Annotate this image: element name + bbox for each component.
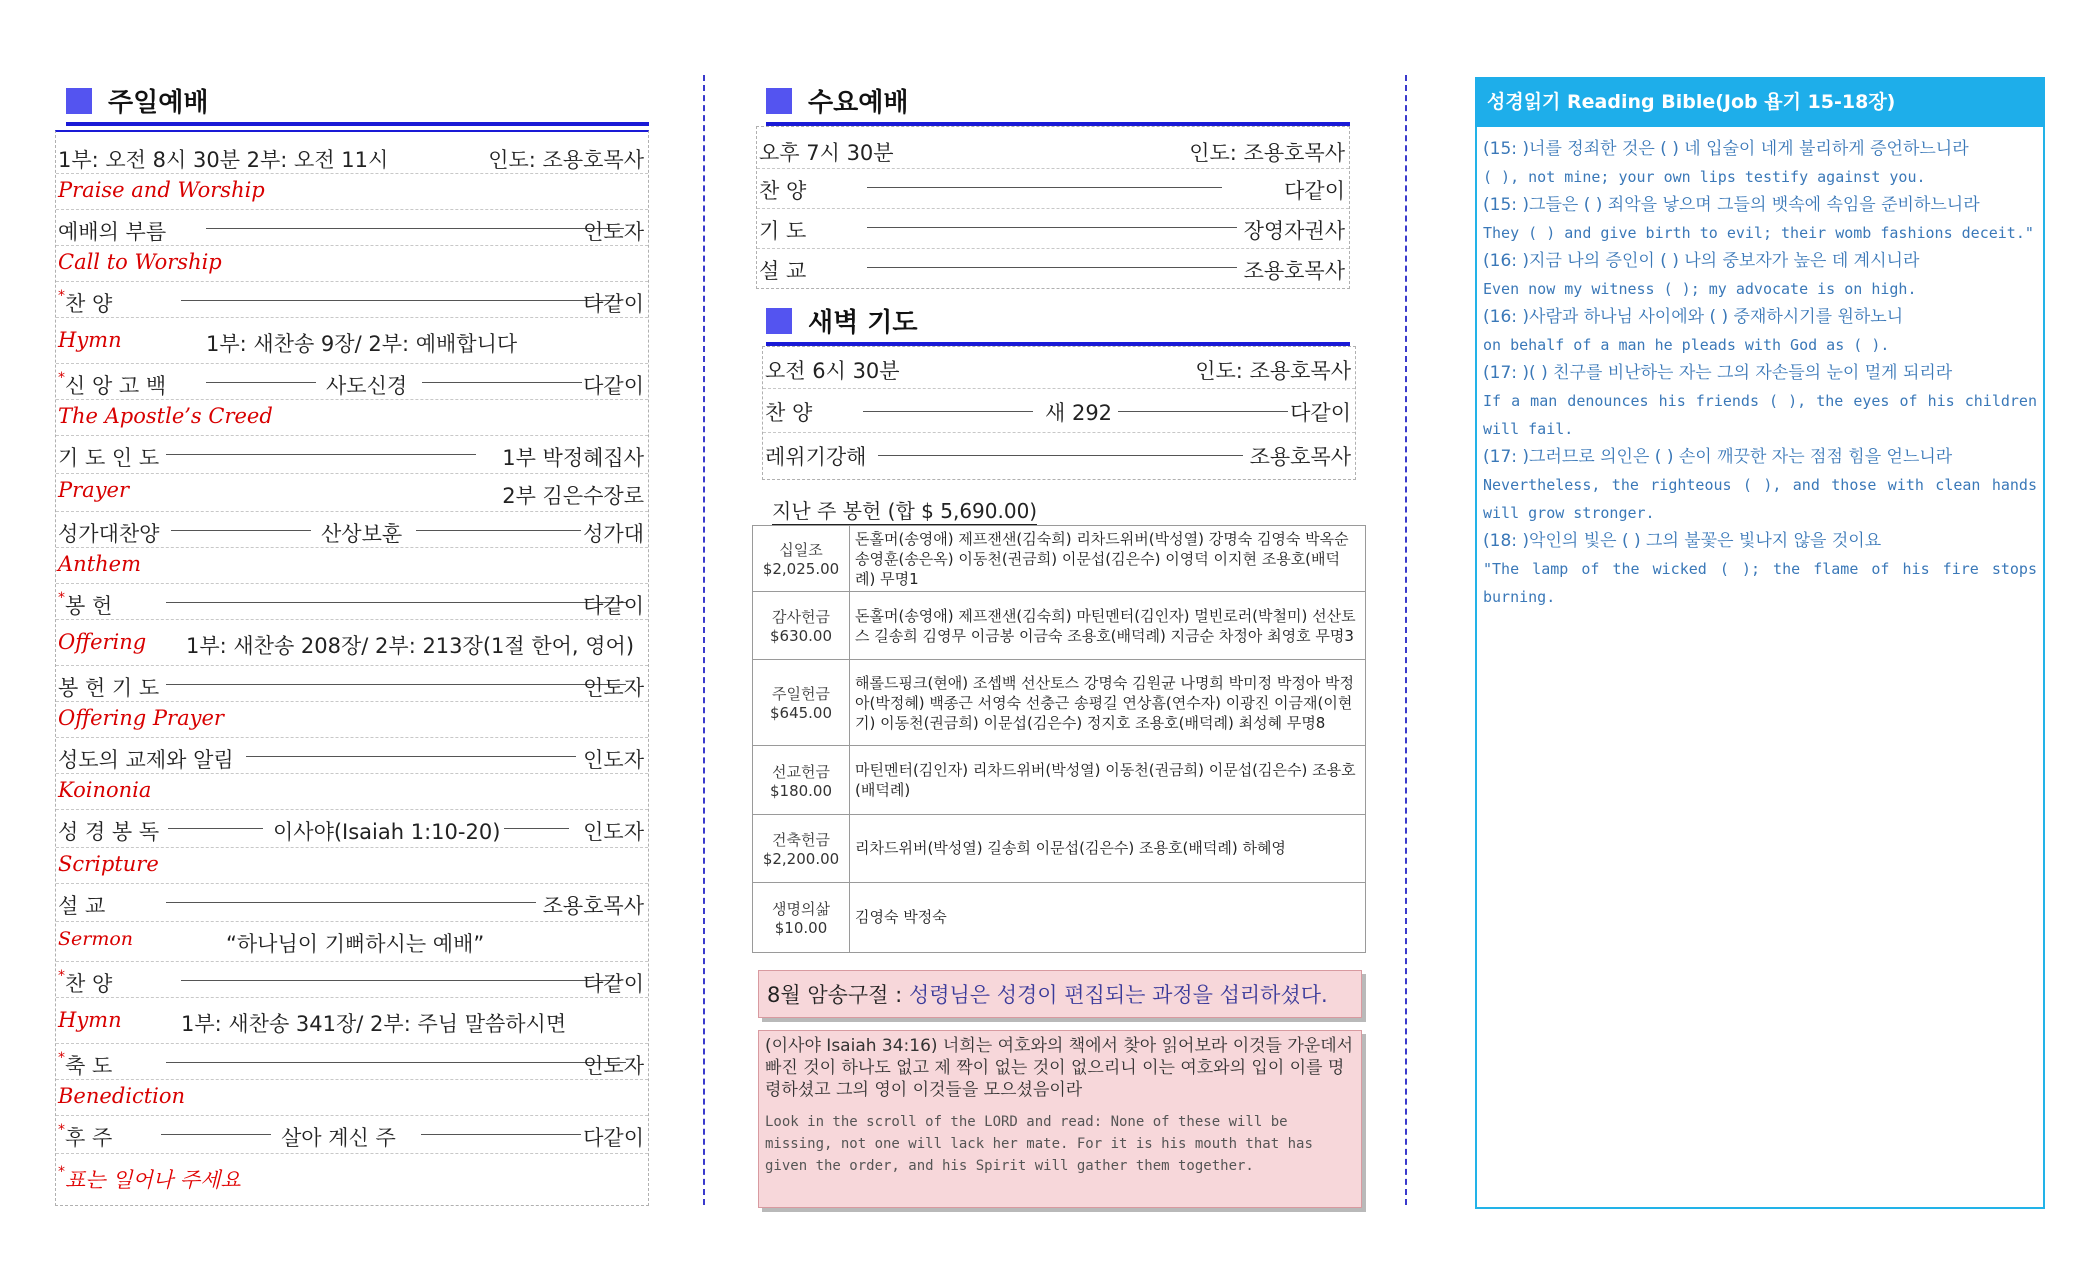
offering-en-row [56,620,648,666]
sermon-title: “하나님이 기뻐하시는 예배” [226,932,485,956]
leader-line [1118,411,1288,412]
dawn-leader: 인도: 조용호목사 [1195,359,1351,383]
dawn-hymn-row [763,389,1355,433]
leader-line [206,382,316,383]
call-ko: 예배의 부름 [58,220,167,244]
anthem-m: 산상보훈 [321,522,403,546]
offering-kind-label: 건축헌금 [772,830,830,849]
offering-donors: 리차드위버(박성열) 길송희 이문섭(김은수) 조용호(배덕례) 하혜영 [850,814,1366,882]
offering-kind [753,746,850,814]
stand-note-row [56,1154,648,1204]
hymn1-ko-wrap [58,288,112,318]
offering-total-title: 지난 주 봉헌 (합 $ 5,690.00) [772,495,1037,525]
leader-line [166,454,476,455]
sunday-order-of-service [55,130,649,1206]
leader-line [504,828,569,829]
creed-ko-wrap [58,370,166,400]
memory-verse-box [758,1030,1362,1208]
dawn-time-row [763,349,1355,389]
koinonia-r: 인도자 [583,748,644,772]
offering-kind [753,814,850,882]
wednesday-title: 수요예배 [808,88,909,118]
column-divider-1 [703,75,705,1205]
prayer-r2: 2부 김은수장로 [502,484,644,508]
praise-row [56,174,648,210]
offering-amount: $10.00 [774,918,828,937]
reading-verse-ko: (15: )그들은 ( ) 죄악을 낳으며 그들의 뱃속에 속임을 준비하느니라 [1483,195,1980,215]
postlude-row [56,1116,648,1154]
sunday-title: 주일예배 [108,88,209,118]
memory-verse-english: Look in the scroll of the LORD and read: None of these will be missing, not one will lack her mate. For it is his mouth that has given the order, and his Spirit will gather them together. [765,1114,1313,1174]
stand-marker-icon: * [58,590,65,606]
wednesday-box [756,126,1350,289]
bless-ko: 축 도 [65,1054,113,1078]
call-en: Call to Worship [58,250,222,274]
wed-row-3 [757,249,1349,287]
reading-verse-en: on behalf of a man he pleads with God as ( ). [1483,336,1890,354]
anthem-r: 성가대 [583,522,644,546]
wed-time-row [757,131,1349,169]
stand-note-wrap [58,1164,241,1194]
offering-donors: 돈홀머(송영애) 제프잰샌(김숙희) 리차드위버(박성열) 강명숙 김영숙 박옥순 송영훈(송은옥) 이동천(권금희) 이문섭(김은수) 이영덕 이지현 조용호(배덕례) 무명1 [850,526,1366,592]
offering-kind [753,882,850,952]
anthem-en: Anthem [58,552,141,576]
dawn-hymn-l: 찬 양 [765,401,813,425]
memory-verse-korean: (이사야 Isaiah 34:16) 너희는 여호와의 책에서 찾아 읽어보라 이것들 가운데서 빠진 것이 하나도 없고 제 짝이 없는 것이 없으리니 이는 여호와의 입이 이를 명령하셨고 그의 영이 이것들을 모으셨음이라 [765,1036,1354,1100]
reading-verse-en: If a man denounces his friends ( ), the eyes of his children will fail. [1483,392,2037,438]
leader-line [161,1134,271,1135]
offering-amount: $180.00 [769,781,833,800]
offering-kind-label: 주일헌금 [772,685,830,704]
leader-line [878,455,1243,456]
leader-line [422,382,582,383]
wed-row-value: 장영자권사 [1243,219,1345,243]
prayer-row [56,436,648,474]
leader-line [166,684,626,685]
offering-kind-label: 감사헌금 [772,608,830,627]
post-ko: 후 주 [65,1126,113,1150]
hymn1-row [56,282,648,318]
bless-r: 인도자 [583,1054,644,1078]
prayer-r1: 1부 박정혜집사 [502,446,644,470]
hymn1-r: 다같이 [583,292,644,316]
table-row [753,660,1366,746]
table-row [753,814,1366,882]
leader-line [863,411,1033,412]
prayer-en-row [56,474,648,512]
scripture-en: Scripture [58,852,159,876]
leader-line [166,902,536,903]
memory-verse-label: 8월 암송구절 : [767,983,903,1007]
offering-donors: 김영숙 박정숙 [850,882,1366,952]
anthem-en-row [56,548,648,584]
praise-en: Praise and Worship [58,178,265,202]
hymn1-detail: 1부: 새찬송 9장/ 2부: 예배합니다 [206,332,518,356]
dawn-box [762,346,1356,480]
prayer-en: Prayer [58,478,130,502]
leader-line [867,227,1237,228]
leader-line [206,228,624,229]
sermon-ko: 설 교 [58,894,106,918]
reading-bible-header: 성경읽기 Reading Bible(Job 욥기 15-18장) [1475,77,2045,127]
offering-amount: $2,025.00 [762,560,840,579]
wed-leader: 인도: 조용호목사 [1189,141,1345,165]
reading-verse-ko: (16: )사람과 하나님 사이에와 ( ) 중재하시기를 원하노니 [1483,307,1904,327]
leader-line [168,828,263,829]
koinonia-row [56,738,648,774]
reading-verse-ko: (17: )그러므로 의인은 ( ) 손이 깨끗한 자는 점점 힘을 얻느니라 [1483,447,1953,467]
creed-en-row [56,400,648,436]
stand-marker-icon: * [58,1122,65,1138]
offering-kind [753,660,850,746]
wed-row-label: 찬 양 [759,179,807,203]
koinonia-en-row [56,774,648,810]
column-divider-2 [1405,75,1407,1205]
koinonia-ko: 성도의 교제와 알림 [58,748,234,772]
reading-verse-en: ( ), not mine; your own lips testify against you. [1483,168,1926,186]
square-bullet-icon [766,308,792,334]
offer-r: 다같이 [583,594,644,618]
stand-marker-icon: * [58,968,65,984]
dawn-hymn-m: 새 292 [1045,401,1113,425]
dawn-time: 오전 6시 30분 [765,359,900,383]
offering-amount: $645.00 [769,704,833,723]
hymn1-ko: 찬 양 [65,292,113,316]
bless-ko-wrap [58,1050,112,1080]
leader-line [421,1134,581,1135]
wed-row-value: 다같이 [1284,179,1345,203]
wed-row-1 [757,169,1349,209]
reading-verse-en: They ( ) and give birth to evil; their womb fashions deceit." [1483,224,2034,242]
offering-kind-label: 선교헌금 [772,762,830,781]
reading-verse-en: Even now my witness ( ); my advocate is on high. [1483,280,1917,298]
hymn2-row [56,962,648,998]
hymn2-ko: 찬 양 [65,972,113,996]
square-bullet-icon [66,88,92,114]
hymn2-en: Hymn [58,1008,122,1032]
sunday-leader: 인도: 조용호목사 [488,148,644,172]
offering-prayer-row [56,666,648,702]
offering-table [752,525,1366,953]
stand-marker-icon: * [58,370,65,386]
wed-time: 오후 7시 30분 [759,141,894,165]
service-times: 1부: 오전 8시 30분 2부: 오전 11시 [58,148,389,172]
wed-row-2 [757,209,1349,249]
dawn-lev-r: 조용호목사 [1249,445,1351,469]
offer-prayer-ko: 봉 헌 기 도 [58,676,160,700]
benediction-en-row [56,1080,648,1116]
offer-ko-wrap [58,590,112,620]
reading-verse-ko: (18: )악인의 빛은 ( ) 그의 불꽃은 빛나지 않을 것이요 [1483,531,1882,551]
offering-donors: 마틴멘터(김인자) 리차드위버(박성열) 이동천(권금희) 이문섭(김은수) 조용호(배덕례) [850,746,1366,814]
reading-verse-ko: (17: )( ) 친구를 비난하는 자는 그의 자손들의 눈이 멀게 되리라 [1483,363,1953,383]
leader-line [246,756,576,757]
scripture-row [56,810,648,848]
offer-ko: 봉 헌 [65,594,113,618]
offering-row [56,584,648,620]
stand-marker-icon: * [58,1164,65,1180]
hymn2-detail: 1부: 새찬송 341장/ 2부: 주님 말씀하시면 [181,1012,567,1036]
scripture-en-row [56,848,648,884]
memory-verse-text: 성령님은 성경이 편집되는 과정을 섭리하셨다. [908,983,1328,1007]
offering-kind-label: 생명의삶 [772,899,830,918]
sunday-section-header [66,80,649,126]
offer-prayer-r: 인도자 [583,676,644,700]
table-row [753,882,1366,952]
hymn2-en-row [56,998,648,1044]
dawn-lev-l: 레위기강해 [765,445,867,469]
table-row [753,526,1366,592]
wed-row-label: 설 교 [759,259,807,283]
dawn-title: 새벽 기도 [808,308,918,338]
post-ko-wrap [58,1122,112,1152]
table-row [753,592,1366,660]
offering-amount: $630.00 [769,627,833,646]
dawn-lev-row [763,433,1355,477]
offering-prayer-en-row [56,702,648,738]
leader-line [867,187,1222,188]
offer-prayer-en: Offering Prayer [58,706,224,730]
stand-marker-icon: * [58,1050,65,1066]
reading-verse-en: Nevertheless, the righteous ( ), and those with clean hands will grow stronger. [1483,476,2037,522]
sermon-en: Sermon [58,928,134,950]
creed-en: The Apostle’s Creed [58,404,273,428]
scripture-r: 인도자 [583,820,644,844]
dawn-section-header [766,300,1350,346]
offering-donors: 해롤드핑크(현애) 조셉백 선산토스 강명숙 김원균 나명희 박미정 박정아 박정아(박정혜) 백종근 서영숙 선충근 송평길 연상흠(연수자) 이광진 이금재(이현기) 이동천(권금희) 이문섭(김은수) 정지호 조용호(배덕례) 최성혜 무명8 [850,660,1366,746]
creed-row [56,364,648,400]
sermon-en-row [56,922,648,962]
prayer-ko: 기 도 인 도 [58,446,160,470]
sermon-r: 조용호목사 [542,894,644,918]
scripture-ko: 성 경 봉 독 [58,820,160,844]
service-times-row [56,138,648,174]
table-row [753,746,1366,814]
hymn2-r: 다같이 [583,972,644,996]
bless-en: Benediction [58,1084,186,1108]
creed-r: 다같이 [583,374,644,398]
creed-m: 사도신경 [326,374,408,398]
leader-line [867,267,1237,268]
leader-line [166,1062,626,1063]
wed-row-label: 기 도 [759,219,807,243]
offering-donors: 돈홀머(송영애) 제프잰샌(김숙희) 마틴멘터(김인자) 멀빈로러(박철미) 선산토스 길송희 김영무 이금봉 이금숙 조용호(배덕례) 지금순 차정아 최영호 무명3 [850,592,1366,660]
reading-bible-box [1475,127,2045,1209]
anthem-row [56,512,648,548]
hymn1-en: Hymn [58,328,122,352]
offering-amount: $2,200.00 [762,849,840,868]
hymn1-en-row [56,318,648,364]
stand-marker-icon: * [58,288,65,304]
offer-en: Offering [58,630,147,654]
creed-ko: 신 앙 고 백 [65,374,167,398]
leader-line [181,980,621,981]
stand-note: 표는 일어나 주세요 [65,1168,241,1192]
leader-line [416,530,581,531]
offering-kind-label: 십일조 [779,541,823,560]
call-r: 인도자 [583,220,644,244]
offer-detail: 1부: 새찬송 208장/ 2부: 213장(1절 한어, 영어) [186,634,635,658]
reading-verse-ko: (16: )지금 나의 증인이 ( ) 나의 중보자가 높은 데 계시니라 [1483,251,1920,271]
wed-row-value: 조용호목사 [1243,259,1345,283]
call-en-row [56,246,648,282]
square-bullet-icon [766,88,792,114]
post-r: 다같이 [583,1126,644,1150]
anthem-ko: 성가대찬양 [58,522,160,546]
offering-kind [753,526,850,592]
leader-line [181,300,621,301]
offering-kind [753,592,850,660]
call-row [56,210,648,246]
wednesday-section-header [766,80,1350,126]
leader-line [171,530,311,531]
reading-verse-ko: (15: )너를 정죄한 것은 ( ) 네 입술이 네게 불리하게 증언하느니라 [1483,139,1969,159]
scripture-m: 이사야(Isaiah 1:10-20) [273,820,501,844]
sermon-row [56,884,648,922]
leader-line [166,602,626,603]
post-m: 살아 계신 주 [281,1126,396,1150]
memory-verse-header [758,970,1362,1018]
koinonia-en: Koinonia [58,778,152,802]
reading-verse-en: "The lamp of the wicked ( ); the flame of his fire stops burning. [1483,560,2037,606]
dawn-hymn-r: 다같이 [1290,401,1351,425]
benediction-row [56,1044,648,1080]
hymn2-ko-wrap [58,968,112,998]
